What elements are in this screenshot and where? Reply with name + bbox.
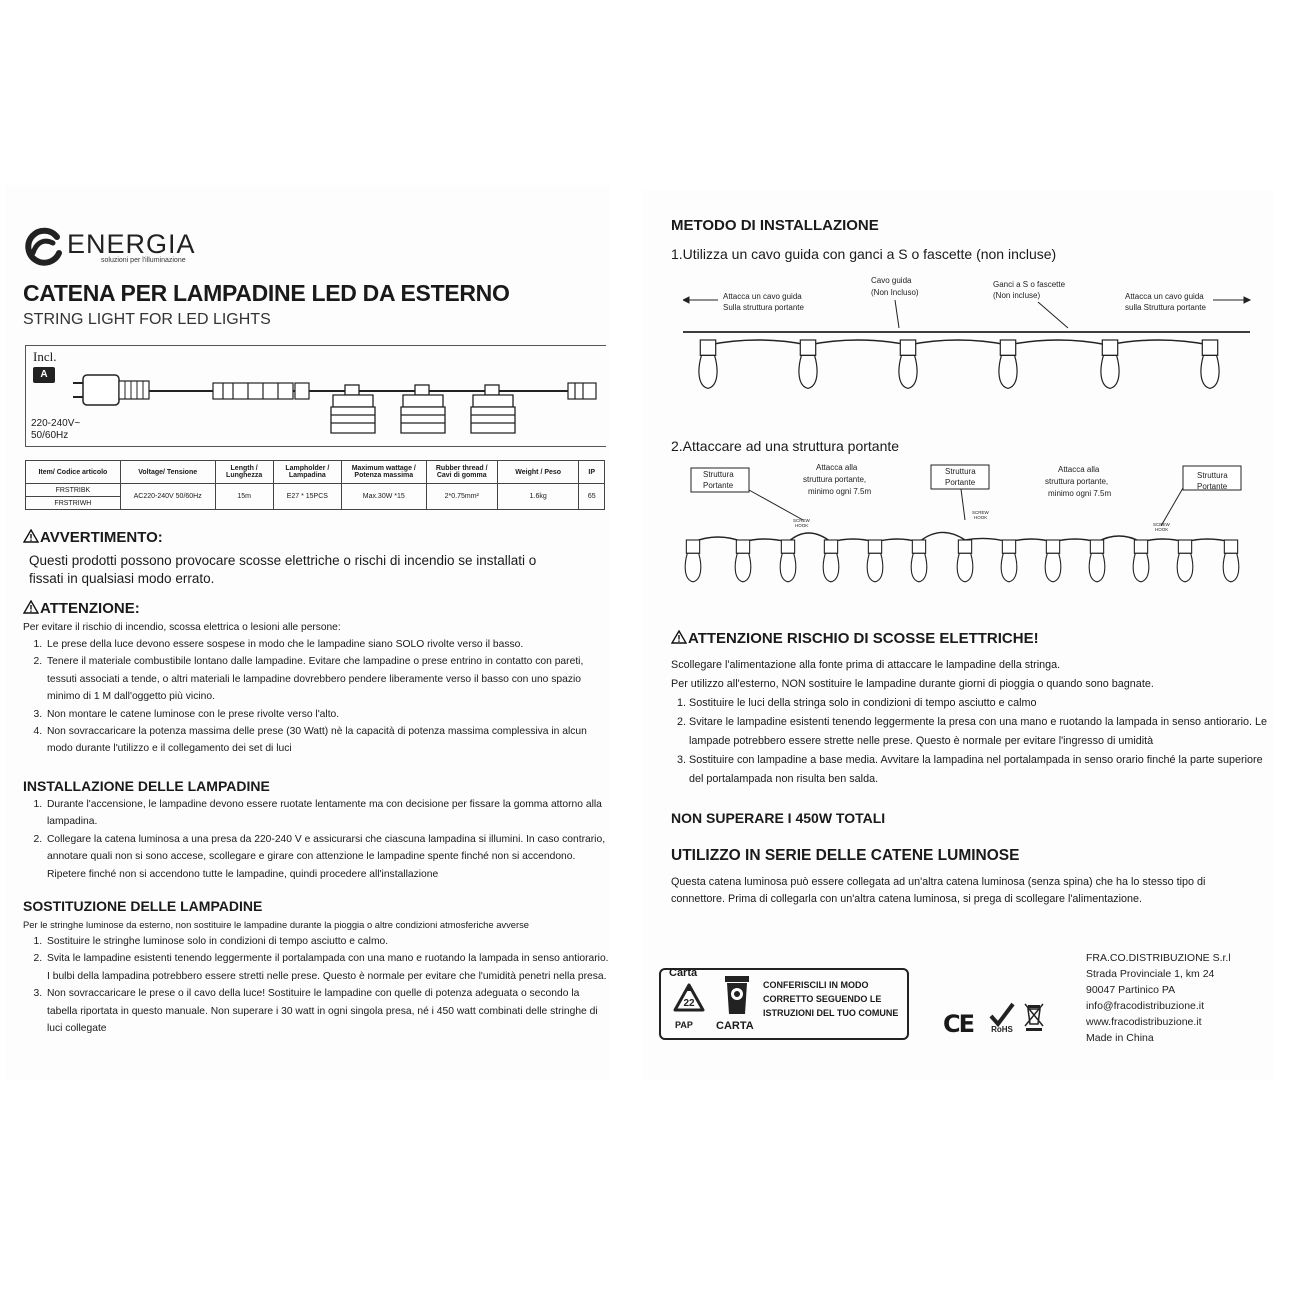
bulb-glass bbox=[685, 553, 701, 582]
diagram-label: minimo ogni 7.5m bbox=[1048, 489, 1112, 498]
bulb-glass bbox=[823, 553, 839, 582]
attention-intro: Per evitare il rischio di incendio, scossa elettrica o lesioni alle persone: bbox=[23, 622, 341, 633]
rohs-label: RoHS bbox=[991, 1025, 1013, 1034]
spec-cell: FRSTRIWH bbox=[26, 497, 121, 510]
replacement-intro: Per le stringhe luminose da esterno, non sostituire le lampadine durante la pioggia o altre condizioni atmosferiche avverse bbox=[23, 919, 530, 930]
recycle-icon bbox=[669, 980, 709, 1020]
energy-badge: A bbox=[33, 367, 55, 383]
bulb-socket bbox=[1224, 540, 1237, 553]
bulb-socket bbox=[781, 540, 794, 553]
recycle-carta-label: Carta bbox=[669, 967, 698, 979]
diagram-label: Cavo guida bbox=[871, 276, 912, 285]
bulb-glass bbox=[1133, 553, 1149, 582]
bulb-socket bbox=[1178, 540, 1191, 553]
recycle-pap-label: PAP bbox=[675, 1020, 693, 1030]
attention-list bbox=[23, 636, 610, 758]
voltage-label: 220-240V~ 50/60Hz bbox=[31, 418, 81, 441]
bulb-glass bbox=[1045, 553, 1061, 582]
spec-cell: 15m bbox=[215, 484, 273, 510]
diagram-label: Sulla struttura portante bbox=[723, 303, 804, 312]
series-text: Questa catena luminosa può essere collegata ad un'altra catena luminosa (senza spina) che ha lo stesso tipo di connettore. Prima di collegarla con un'altra catena luminosa, si prega di scollegare l'alimentazione. bbox=[671, 876, 1206, 905]
bulb-socket bbox=[868, 540, 881, 553]
bulb-glass bbox=[1001, 553, 1017, 582]
diagram-note bbox=[723, 303, 804, 312]
recycle-instructions: CONFERISCILI IN MODO CORRETTO SEGUENDO LE ISTRUZIONI DEL TUO COMUNE bbox=[763, 980, 899, 1018]
brand-tagline: soluzioni per l'illuminazione bbox=[101, 257, 186, 264]
string-light-illustration bbox=[63, 353, 603, 443]
diagram-label: Portante bbox=[945, 478, 976, 487]
warning-title: AVVERTIMENTO: bbox=[40, 529, 163, 546]
bulb-glass bbox=[1089, 553, 1105, 582]
list-item: 2. Tenere il materiale combustibile lontano dalle lampadine. Evitare che lampadine o prese entrino in contatto con pareti, tessuti associati a tende, o altri materiali le lampadine dovrebbero pendere liberamente verso il basso con uno spazio minimo di 1 M dall'oggetto più vicino. bbox=[45, 653, 610, 705]
spec-cell: 2*0.75mm² bbox=[426, 484, 497, 510]
bulb-glass bbox=[957, 553, 973, 582]
warning-triangle-icon bbox=[23, 600, 39, 614]
diagram-label: Struttura bbox=[945, 467, 976, 476]
bulb-glass bbox=[735, 553, 751, 582]
diagram-label: Attacca alla bbox=[1058, 465, 1100, 474]
bulb-socket bbox=[700, 340, 715, 355]
bulb-socket bbox=[1102, 340, 1117, 355]
spec-header: Voltage/ Tensione bbox=[120, 461, 215, 484]
bulb-glass bbox=[699, 355, 717, 388]
bulb-glass bbox=[867, 553, 883, 582]
bulb-socket bbox=[1090, 540, 1103, 553]
bulb-glass bbox=[1201, 355, 1219, 388]
list-item: 1. Le prese della luce devono essere sospese in modo che le lampadine siano SOLO rivolte verso il basso. bbox=[45, 636, 610, 653]
diagram-label: Attacca un cavo guida bbox=[723, 292, 802, 301]
recycle-carta-bin-label: CARTA bbox=[716, 1020, 754, 1032]
spec-header: Maximum wattage / Potenza massima bbox=[341, 461, 426, 484]
diagram-label: struttura portante, bbox=[1045, 477, 1109, 486]
energia-logo-icon bbox=[23, 227, 63, 267]
warning-heading bbox=[23, 529, 163, 546]
list-item: 1. Sostituire le stringhe luminose solo in condizioni di tempo asciutto e calmo. bbox=[45, 933, 610, 950]
spec-cell: FRSTRIBK bbox=[26, 484, 121, 497]
attention-heading bbox=[23, 600, 140, 617]
list-item: 3. Non montare le catene luminose con le prese rivolte verso l'alto. bbox=[45, 706, 610, 723]
diagram-label: HOOK bbox=[795, 523, 809, 528]
diagram-label: struttura portante, bbox=[803, 475, 867, 484]
installation-list bbox=[23, 796, 610, 883]
bulb-socket bbox=[1134, 540, 1147, 553]
step-2-text: 2.Attaccare ad una struttura portante bbox=[671, 438, 900, 454]
weee-bin-icon bbox=[1023, 1002, 1045, 1032]
spec-cell: 65 bbox=[579, 484, 605, 510]
spec-header: Weight / Peso bbox=[497, 461, 579, 484]
diagram-note bbox=[871, 288, 919, 297]
shock-heading bbox=[671, 630, 1039, 647]
diagram-label: Portante bbox=[703, 481, 734, 490]
left-page bbox=[5, 185, 610, 1080]
diagram-label: Struttura bbox=[1197, 471, 1228, 480]
list-item: 2. Svita le lampadine esistenti tenendo leggermente il portalampada con una mano e ruotando la lampada in senso antiorario. I bulbi della lampadina potrebbero essere stretti nelle prese. Questo è normale per evitare che l'umidità penetri nella presa. bbox=[45, 950, 610, 985]
diagram-note bbox=[993, 280, 1066, 289]
list-item: 1. Durante l'accensione, le lampadine devono essere ruotate lentamente ma con decisione per fissare la gomma attorno alla lampadina. bbox=[45, 796, 610, 831]
brand-logo bbox=[23, 227, 233, 267]
diagram-label: minimo ogni 7.5m bbox=[808, 487, 872, 496]
bulb-socket bbox=[686, 540, 699, 553]
spec-header: Rubber thread / Cavi di gomma bbox=[426, 461, 497, 484]
diagram-note bbox=[993, 291, 1040, 300]
bulb-glass bbox=[799, 355, 817, 388]
table-row bbox=[26, 484, 605, 497]
spec-table bbox=[25, 460, 605, 510]
spec-header: Length / Lunghezza bbox=[215, 461, 273, 484]
spec-cell: Max.30W *15 bbox=[341, 484, 426, 510]
list-item: 4. Non sovraccaricare la potenza massima delle prese (30 Watt) nè la capacità di potenza massima complessiva in alcun modo durante l'utilizzo e il collegamento dei set di luci bbox=[45, 723, 610, 758]
diagram-note bbox=[871, 276, 912, 285]
diagram-note bbox=[723, 292, 802, 301]
diagram-structure bbox=[683, 460, 1253, 600]
diagram-label: Struttura bbox=[703, 470, 734, 479]
diagram-guide-cable bbox=[683, 270, 1253, 405]
bulb-glass bbox=[999, 355, 1017, 388]
series-heading: UTILIZZO IN SERIE DELLE CATENE LUMINOSE bbox=[671, 847, 1020, 864]
bulb-socket bbox=[900, 340, 915, 355]
bulb-glass bbox=[899, 355, 917, 388]
diagram-label: HOOK bbox=[974, 515, 988, 520]
bulb-row bbox=[699, 340, 1219, 388]
list-item: 3. Sostituire con lampadine a base media. Avvitare la lampadina nel portalampada in senso orario finché la parte superiore del portalampada non risulta ben salda. bbox=[689, 751, 1269, 789]
bin-icon bbox=[723, 974, 751, 1016]
lampholder-icon bbox=[331, 385, 515, 433]
shock-p1: Scollegare l'alimentazione alla fonte prima di attaccare le lampadine della stringa. bbox=[671, 659, 1061, 671]
bulb-socket bbox=[800, 340, 815, 355]
bulb-glass bbox=[1223, 553, 1239, 582]
replacement-list bbox=[23, 933, 610, 1037]
warning-text: Questi prodotti possono provocare scosse elettriche o rischi di incendio se installati o fissati in qualsiasi modo errato. bbox=[29, 553, 537, 586]
spec-header: Lampholder / Lampadina bbox=[273, 461, 341, 484]
document-subtitle: STRING LIGHT FOR LED LIGHTS bbox=[23, 311, 271, 328]
spec-cell: AC220-240V 50/60Hz bbox=[120, 484, 215, 510]
spec-header: IP bbox=[579, 461, 605, 484]
bulb-socket bbox=[1046, 540, 1059, 553]
warning-triangle-icon bbox=[23, 529, 39, 543]
shock-title: ATTENZIONE RISCHIO DI SCOSSE ELETTRICHE! bbox=[688, 630, 1039, 647]
max-power-note: NON SUPERARE I 450W TOTALI bbox=[671, 810, 886, 826]
bulb-glass bbox=[1101, 355, 1119, 388]
bulb-glass bbox=[911, 553, 927, 582]
diagram-label: sulla Struttura portante bbox=[1125, 303, 1206, 312]
spec-header: Item/ Codice articolo bbox=[26, 461, 121, 484]
incl-label: Incl. bbox=[33, 349, 57, 364]
bulb-socket bbox=[1202, 340, 1217, 355]
diagram-label: Ganci a S o fascette bbox=[993, 280, 1066, 289]
warning-triangle-icon bbox=[671, 630, 687, 644]
company-address: FRA.CO.DISTRIBUZIONE S.r.l Strada Provinciale 1, km 24 90047 Partinico PA info@fracodistribuzione.it www.fracodistribuzione.it Made in China bbox=[1086, 952, 1231, 1044]
bulb-glass bbox=[1177, 553, 1193, 582]
diagram-label: Attacca alla bbox=[816, 463, 858, 472]
diagram-note bbox=[1125, 292, 1204, 301]
spec-cell: 1.6kg bbox=[497, 484, 579, 510]
list-item: 2. Svitare le lampadine esistenti tenendo leggermente la presa con una mano e ruotando la lampada in senso antiorario. Le lampade potrebbero essere strette nelle prese. Questo è normale per evitare l'ingresso di umidità bbox=[689, 713, 1269, 751]
diagram-label: Attacca un cavo guida bbox=[1125, 292, 1204, 301]
diagram-label: (Non incluse) bbox=[993, 291, 1041, 300]
diagram-label: SCREW bbox=[1153, 522, 1170, 527]
diagram-label: SCREW bbox=[793, 518, 810, 523]
step-1-text: 1.Utilizza un cavo guida con ganci a S o fascette (non incluse) bbox=[671, 246, 1057, 262]
recycle-number: 22 bbox=[683, 998, 695, 1009]
shock-list bbox=[671, 694, 1269, 789]
document-title: CATENA PER LAMPADINE LED DA ESTERNO bbox=[23, 280, 510, 306]
bulb-glass bbox=[780, 553, 796, 582]
replacement-heading: SOSTITUZIONE DELLE LAMPADINE bbox=[23, 898, 263, 914]
bulb-socket bbox=[824, 540, 837, 553]
diagram-note bbox=[1125, 303, 1206, 312]
diagram-label: HOOK bbox=[1155, 527, 1169, 532]
right-page bbox=[643, 190, 1273, 1080]
shock-p2: Per utilizzo all'esterno, NON sostituire le lampadine durante giorni di pioggia o quando sono bagnate. bbox=[671, 678, 1154, 690]
bulb-socket bbox=[958, 540, 971, 553]
bulb-row bbox=[685, 540, 1239, 582]
list-item: 1. Sostituire le luci della stringa solo in condizioni di tempo asciutto e calmo bbox=[689, 694, 1269, 713]
list-item: 2. Collegare la catena luminosa a una presa da 220-240 V e assicurarsi che ciascuna lampadina si illumini. In caso contrario, annotare quali non si sono accese, scollegare e girare con attenzione le lampadine spente finché non si accendono. Ripetere finché non si accendono tutte le lampadine, quindi procedere all'installazione bbox=[45, 831, 610, 883]
ce-mark: CE bbox=[943, 1010, 974, 1038]
bulb-socket bbox=[912, 540, 925, 553]
diagram-label: SCREW bbox=[972, 510, 989, 515]
bulb-socket bbox=[1000, 340, 1015, 355]
bulb-socket bbox=[736, 540, 749, 553]
diagram-label: Portante bbox=[1197, 482, 1228, 491]
spec-cell: E27 * 15PCS bbox=[273, 484, 341, 510]
brand-name: ENERGIA bbox=[67, 229, 196, 259]
diagram-label: (Non Incluso) bbox=[871, 288, 919, 297]
installation-heading: INSTALLAZIONE DELLE LAMPADINE bbox=[23, 778, 270, 794]
rohs-check-icon bbox=[987, 1000, 1017, 1034]
bulb-socket bbox=[1002, 540, 1015, 553]
spec-header-row bbox=[26, 461, 605, 484]
list-item: 3. Non sovraccaricare le prese o il cavo della luce! Sostituire le lampadine con quelle di potenza adeguata o secondo la tabella riportata in questo manuale. Non superare i 30 watt in ogni singola presa, né i 450 watt combinati delle stringhe di luci collegate bbox=[45, 985, 610, 1037]
attention-title: ATTENZIONE: bbox=[40, 600, 140, 617]
plug-icon bbox=[73, 375, 149, 405]
install-method-heading: METODO DI INSTALLAZIONE bbox=[671, 217, 879, 234]
